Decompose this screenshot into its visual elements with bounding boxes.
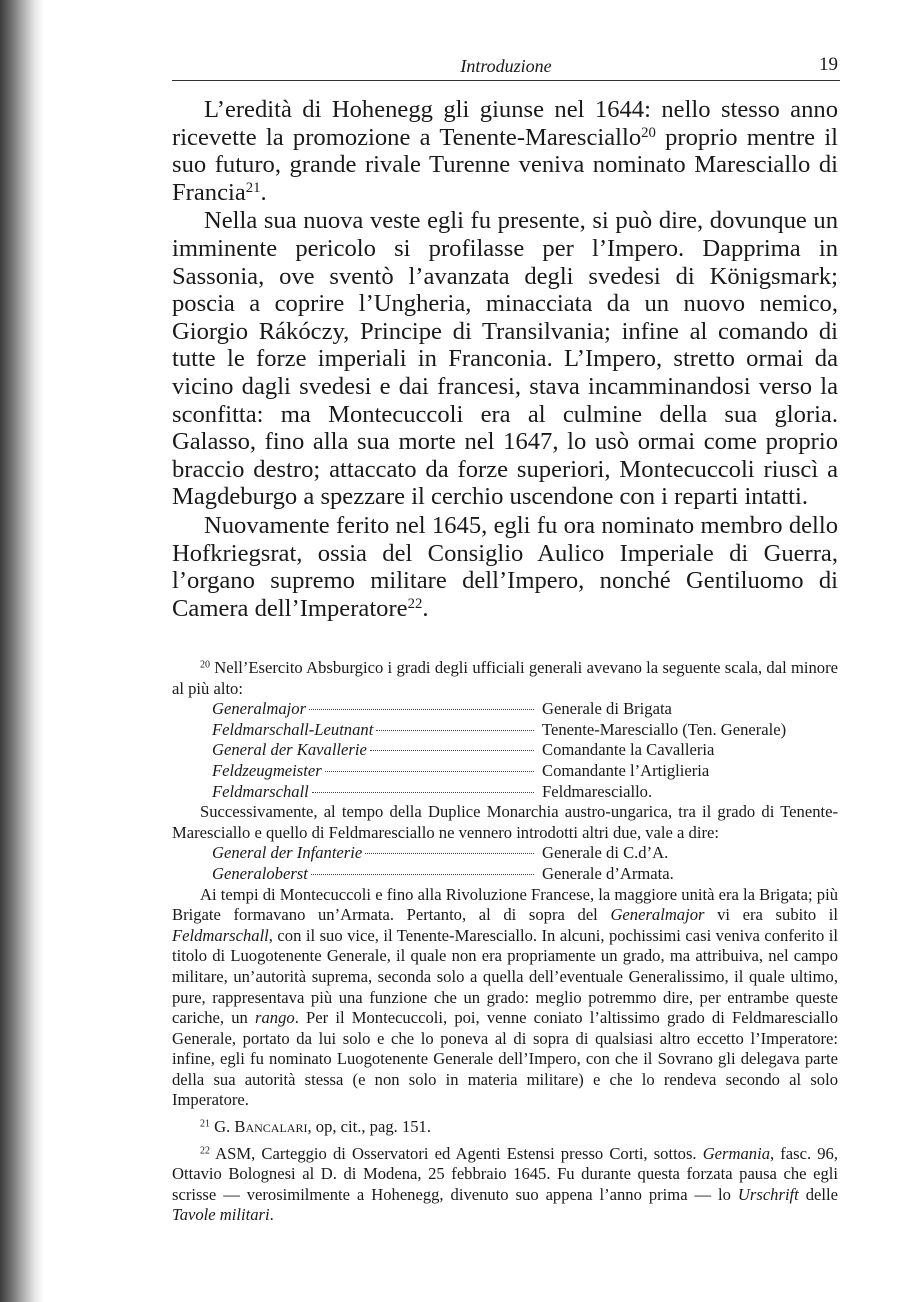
rank-german: Feldmarschall [212,781,309,801]
fn22-italic-2: Urschrift [737,1184,799,1204]
rank-row [212,740,834,761]
rank-italian: Tenente-Maresciallo (Ten. Generale) [542,719,787,739]
fn22-text-2: , fasc. 96, Ottavio Bolognesi al D. di Modena, 25 febbraio 1645. Fu durante questa forzata pausa che egli scrisse — verosimilmente a Hohenegg, divenuto suo appena l’anno prima — lo [172,1143,838,1204]
rank-italian: Comandante la Cavalleria [542,740,715,760]
paragraph-1 [172,96,838,206]
rank-german: Generalmajor [212,699,307,719]
footnote-21-rest: , op, cit., pag. 151. [307,1117,431,1137]
dot-leader [325,771,534,772]
footnote-20-closing [172,885,838,1112]
rank-row [212,843,834,864]
rank-row [212,782,834,803]
rank-italian: Comandante l’Artiglieria [542,760,710,780]
rank-table [212,699,834,802]
rank-row [212,864,834,885]
fn22-text-1: ASM, Carteggio di Osservatori ed Agenti Estensi presso Corti, sottos. [215,1143,703,1163]
footnote-number-21: 21 [200,1118,210,1130]
rank-german: Feldzeugmeister [212,760,322,780]
paragraph-1-text-c: . [260,178,267,206]
footnote-ref-21: 21 [245,179,261,196]
rank-row [212,761,834,782]
rank-italian: Feldmaresciallo. [542,781,653,801]
footnote-22 [172,1144,838,1226]
fn20-closing-text-2: vi era subito il [704,905,838,925]
fn20-closing-italic-1: Generalmajor [610,905,705,925]
running-title: Introduzione [460,56,552,76]
fn20-closing-italic-3: rango [255,1008,295,1028]
footnote-number-22: 22 [200,1145,210,1157]
paragraph-3-text-b: . [422,594,429,622]
dot-leader [309,709,534,710]
dot-leader [376,730,534,731]
footnote-20-middle: Successivamente, al tempo della Duplice Monarchia austro-ungarica, tra il grado di Tenente-Maresciallo e quello di Feldmaresciallo ne vennero introdotti altri due, vale a dire: [172,802,838,842]
fn22-italic-1: Germania [702,1143,770,1163]
rank-german: General der Kavallerie [212,740,367,760]
page-number: 19 [819,54,838,75]
rank-german: Generaloberst [212,863,308,883]
footnotes [172,658,838,1226]
rank-table-later [212,843,834,884]
fn20-closing-italic-2: Feldmarschall [172,925,269,945]
paragraph-3 [172,512,838,622]
fn22-text-4: . [269,1205,274,1225]
paragraph-3-text-a: Nuovamente ferito nel 1645, egli fu ora nominato membro dello Hofkriegsrat, ossia del Consiglio Aulico Imperiale di Guerra, l’organo supremo militare dell’Impero, nonché Gentiluomo di Camera dell’Imperatore [172,511,838,622]
book-spine-shadow [0,0,44,1302]
dot-leader [365,853,534,854]
dot-leader [370,750,534,751]
rank-german: Feldmarschall-Leutnant [212,719,374,739]
rank-italian: Generale d’Armata. [542,863,674,883]
paragraph-2: Nella sua nuova veste egli fu presente, si può dire, dovunque un imminente pericolo si profilasse per l’Impero. Dapprima in Sassonia, ove sventò l’avanzata degli svedesi di Königsmark; poscia a coprire l’Ungheria, minacciata da un nuovo nemico, Giorgio Rákóczy, Principe di Transilvania; infine al comando di tutte le forze imperiali in Franconia. L’Impero, stretto ormai da vicino dagli svedesi e dai francesi, stava incamminandosi verso la sconfitta: ma Montecuccoli era al culmine della sua gloria. Galasso, fino alla sua morte nel 1647, lo usò ormai come proprio braccio destro; attaccato da forze superiori, Montecuccoli riuscì a Magdeburgo a spezzare il cerchio uscendone con i reparti intatti. [172,207,838,511]
footnote-ref-22: 22 [407,595,423,612]
main-text [172,96,838,622]
paragraph-1-text-b: proprio mentre il suo futuro, grande rivale Turenne veniva nominato Maresciallo di Francia [172,123,838,206]
footnote-21-author: G. Bancalari [214,1117,308,1137]
rank-italian: Generale di Brigata [542,699,672,719]
rank-german: General der Infanterie [212,843,363,863]
rank-italian: Generale di C.d’A. [542,843,669,863]
paragraph-1-text-a: L’eredità di Hohenegg gli giunse nel 1644: nello stesso anno ricevette la promozione a Tenente-Maresciallo [172,96,838,151]
rank-row [212,720,834,741]
fn20-closing-text-1: Ai tempi di Montecuccoli e fino alla Rivoluzione Francese, la maggiore unità era la Brigata; più Brigate formavano un’Armata. Pertanto, al di sopra del [172,884,838,925]
footnote-21 [172,1117,838,1138]
footnote-20-intro [172,658,838,699]
footnote-number-20: 20 [200,659,210,671]
page-header [172,54,840,81]
fn20-closing-text-3: , con il suo vice, il Tenente-Maresciallo. In alcuni, pochissimi casi veniva conferito il titolo di Luogotenente Generale, il quale non era propriamente un grado, ma attribuiva, nel campo militare, un’autorità suprema, seconda solo a quella dell’eventuale Generalissimo, il quale ultimo, pure, rappresentava più una funzione che un grado: meglio potremmo dire, per entrambe queste cariche, un [172,925,838,1028]
fn22-italic-3: Tavole militari [172,1205,270,1225]
fn20-closing-text-4: . Per il Montecuccoli, poi, venne coniato l’altissimo grado di Feldmaresciallo Generale, portato da lui solo e che lo poneva al di sopra di qualsiasi altro eccetto l’Imperatore: infine, egli fu nominato Luogotenente Generale dell’Impero, con che il Sovrano gli delegava parte della sua autorità stessa (e non solo in materia militare) e che lo rendeva secondo al solo Imperatore. [172,1008,839,1110]
dot-leader [311,874,534,875]
fn22-text-3: delle [798,1184,838,1204]
footnote-20-intro-text: Nell’Esercito Absburgico i gradi degli ufficiali generali avevano la seguente scala, dal minore al più alto: [172,658,838,698]
rank-row [212,699,834,720]
footnote-ref-20: 20 [641,124,656,141]
dot-leader [312,792,534,793]
